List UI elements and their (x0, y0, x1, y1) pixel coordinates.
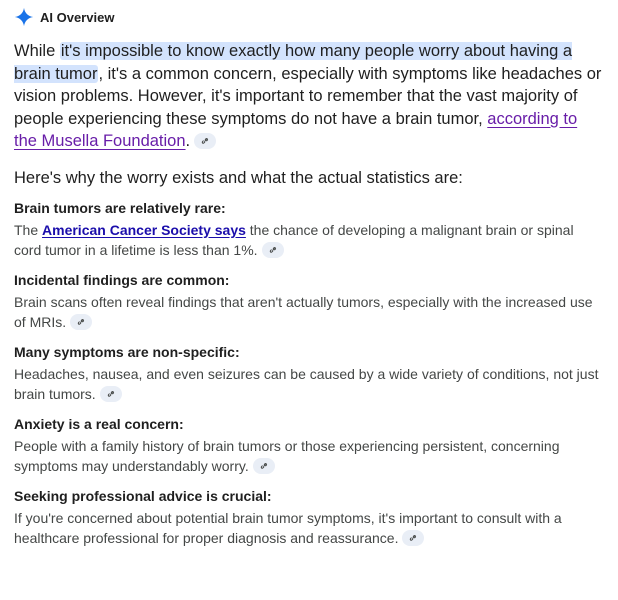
ai-overview-header (14, 8, 604, 26)
source-link-chip[interactable] (194, 133, 216, 149)
item-title: Many symptoms are non-specific: (14, 343, 240, 360)
link-icon (407, 532, 419, 544)
source-link-chip[interactable] (100, 386, 122, 402)
link-icon (267, 244, 279, 256)
list-item (14, 414, 604, 476)
item-description (14, 292, 604, 332)
item-title: Incidental findings are common: (14, 271, 230, 288)
ai-overview-title: AI Overview (40, 9, 115, 25)
source-link-chip[interactable] (70, 314, 92, 330)
source-link-chip[interactable] (402, 530, 424, 546)
item-description (14, 220, 604, 260)
item-pre: The (14, 221, 43, 238)
list-item (14, 198, 604, 260)
item-title: Anxiety is a real concern: (14, 415, 184, 432)
musella-foundation-link[interactable]: according to the Musella Foundation (14, 109, 578, 150)
item-title: Brain tumors are relatively rare: (14, 199, 226, 216)
item-title: Seeking professional advice is crucial: (14, 487, 272, 504)
item-text: Brain scans often reveal findings that aren't actually tumors, especially with the increased use of MRIs. (14, 293, 593, 330)
item-text: If you're concerned about potential brain tumor symptoms, it's important to consult with a healthcare professional for proper diagnosis and reassurance. (14, 509, 562, 546)
source-link-chip[interactable] (253, 458, 275, 474)
link-icon (199, 135, 211, 147)
list-item (14, 342, 604, 404)
american-cancer-society-link[interactable]: American Cancer Society says (42, 221, 246, 238)
item-text: People with a family history of brain tumors or those experiencing persistent, concerning symptoms may understandably worry. (14, 437, 560, 474)
item-text: Headaches, nausea, and even seizures can be caused by a wide variety of conditions, not just brain tumors. (14, 365, 599, 402)
intro-lead: While (14, 42, 60, 60)
item-description (14, 364, 604, 404)
intro-middle: , it's a common concern, especially with symptoms like headaches or vision problems. However, it's important to remember that the vast majority of people experiencing these symptoms do not have a brain tumor, (14, 64, 602, 128)
list-item (14, 270, 604, 332)
item-text: the chance of developing a malignant brain or spinal cord tumor in a lifetime is less than 1%. (14, 221, 574, 258)
item-description (14, 436, 604, 476)
link-icon (75, 316, 87, 328)
sparkle-icon (14, 7, 34, 27)
list-item (14, 486, 604, 548)
source-link-chip[interactable] (262, 242, 284, 258)
item-description (14, 508, 604, 548)
link-icon (258, 460, 270, 472)
link-icon (105, 388, 117, 400)
intro-paragraph (14, 40, 604, 153)
intro-tail: . (185, 132, 191, 150)
section-heading: Here's why the worry exists and what the actual statistics are: (14, 168, 463, 187)
highlighted-text: it's impossible to know exactly how many people worry about having a brain tumor (14, 42, 573, 83)
